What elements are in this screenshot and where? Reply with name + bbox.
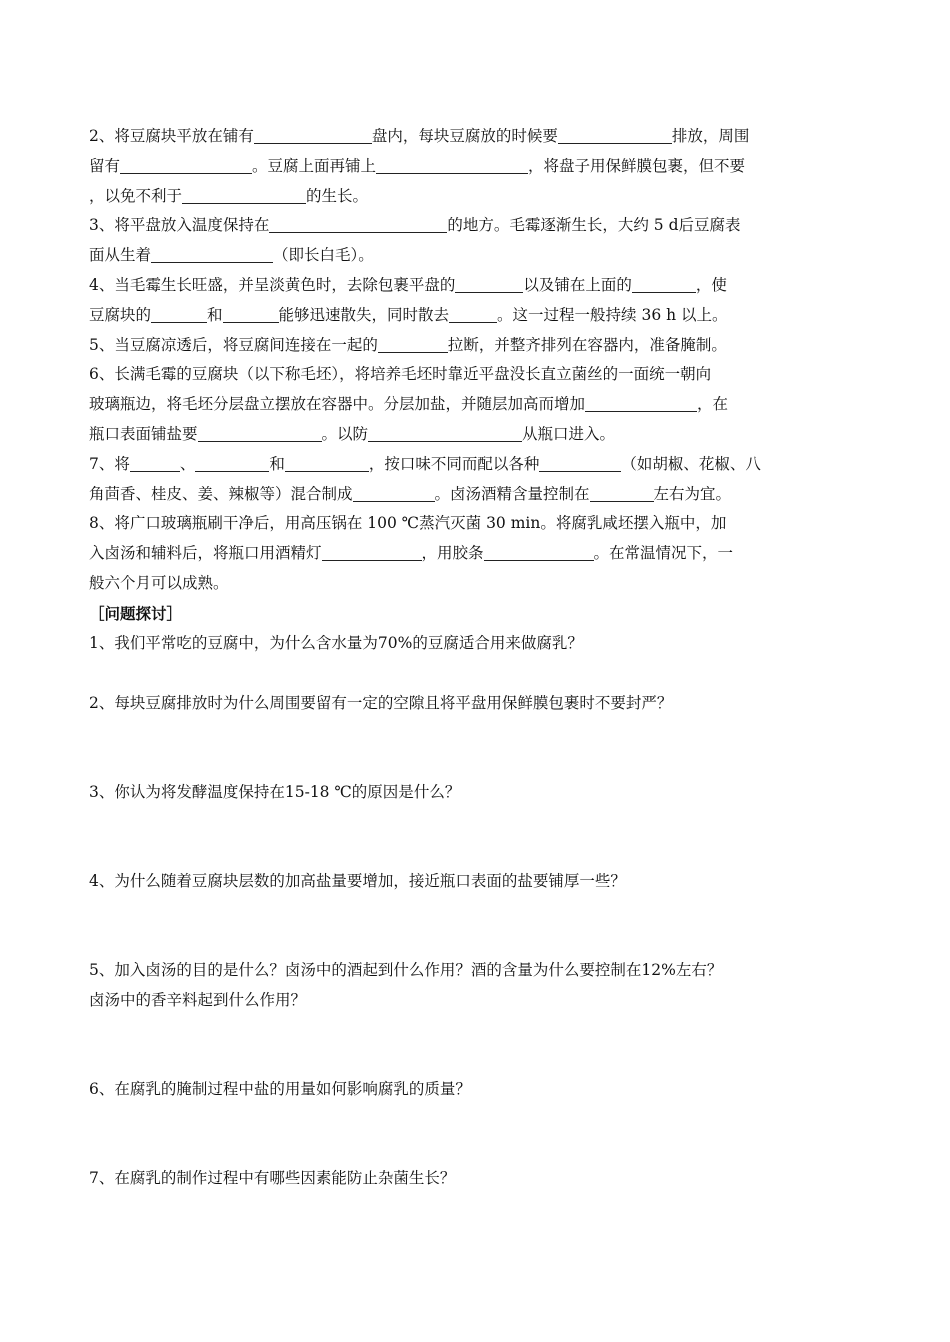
step-6-line-1: 6、长满毛霉的豆腐块（以下称毛坯），将培养毛坯时靠近平盘没长直立菌丝的一面统一朝向 [89,365,712,384]
blank[interactable] [558,125,672,144]
question-4: 4、为什么随着豆腐块层数的加高盐量要增加，接近瓶口表面的盐要铺厚一些？ [89,871,626,890]
blank[interactable] [182,185,306,204]
step-7-line-2: 角茴香、桂皮、姜、辣椒等）混合制成 。卤汤酒精含量控制在 左右为宜。 [89,484,732,503]
step-7-line-1: 7、将 、 和 ，按口味不同而配以各种 （如胡椒、花椒、八 [89,454,761,473]
blank[interactable] [254,125,372,144]
question-5-continued: 卤汤中的香辛料起到什么作用？ [89,990,307,1009]
blank[interactable] [120,155,252,174]
blank[interactable] [378,334,448,353]
blank[interactable] [585,393,697,412]
blank[interactable] [455,274,523,293]
blank[interactable] [353,483,435,502]
blank[interactable] [285,453,369,472]
step-8-line-3: 般六个月可以成熟。 [89,573,229,592]
question-7: 7、在腐乳的制作过程中有哪些因素能防止杂菌生长？ [89,1168,456,1187]
step-3-line-2: 面从生着 （即长白毛）。 [89,246,374,265]
step-5-line-1: 5、当豆腐凉透后，将豆腐间连接在一起的 拉断，并整齐排列在容器内，准备腌制。 [89,335,727,354]
document-page [89,122,869,1229]
blank[interactable] [223,304,279,323]
step-2-line-2: 留有 。豆腐上面再铺上 ，将盘子用保鲜膜包裹，但不要 [89,156,746,175]
blank[interactable] [590,483,654,502]
step-3-line-1: 3、将平盘放入温度保持在 的地方。毛霉逐渐生长，大约 5 d后豆腐表 [89,216,741,235]
question-6: 6、在腐乳的腌制过程中盐的用量如何影响腐乳的质量？ [89,1079,471,1098]
step-8-line-1: 8、将广口玻璃瓶刷干净后，用高压锅在 100 ℃蒸汽灭菌 30 min。将腐乳咸坯摆入瓶中，加 [89,514,727,533]
step-2-line-1: 2、将豆腐块平放在铺有 盘内，每块豆腐放的时候要 排放，周围 [89,127,750,145]
blank[interactable] [195,453,269,472]
step-6-line-3: 瓶口表面铺盐要 。以防 从瓶口进入。 [89,424,616,443]
questions-block [89,629,869,1229]
blank[interactable] [632,274,696,293]
question-1: 1、我们平常吃的豆腐中，为什么含水量为70%的豆腐适合用来做腐乳？ [89,633,583,652]
blank[interactable] [539,453,621,472]
blank[interactable] [484,542,594,561]
section-heading: ［问题探讨］ [89,603,183,623]
blank[interactable] [198,423,322,442]
question-2: 2、每块豆腐排放时为什么周围要留有一定的空隙且将平盘用保鲜膜包裹时不要封严？ [89,693,673,712]
blank[interactable] [130,453,180,472]
blank[interactable] [151,244,273,263]
blank[interactable] [449,304,497,323]
blank[interactable] [269,214,447,233]
step-2-line-3: ，以免不利于 的生长。 [89,186,369,205]
blank[interactable] [322,542,422,561]
blank[interactable] [376,155,528,174]
step-4-line-2: 豆腐块的 和 能够迅速散失，同时散去 。这一过程一般持续 36 h 以上。 [89,305,728,324]
blank[interactable] [151,304,207,323]
question-3: 3、你认为将发酵温度保持在15-18 ℃的原因是什么？ [89,782,461,801]
step-8-line-2: 入卤汤和辅料后，将瓶口用酒精灯 ，用胶条 。在常温情况下，一 [89,544,734,563]
blank[interactable] [368,423,522,442]
step-4-line-1: 4、当毛霉生长旺盛，并呈淡黄色时，去除包裹平盘的 以及铺在上面的 ，使 [89,275,727,294]
step-6-line-2: 玻璃瓶边，将毛坯分层盘立摆放在容器中。分层加盐，并随层加高而增加 ，在 [89,395,729,414]
question-5: 5、加入卤汤的目的是什么？卤汤中的酒起到什么作用？酒的含量为什么要控制在12%左右？ [89,960,723,979]
